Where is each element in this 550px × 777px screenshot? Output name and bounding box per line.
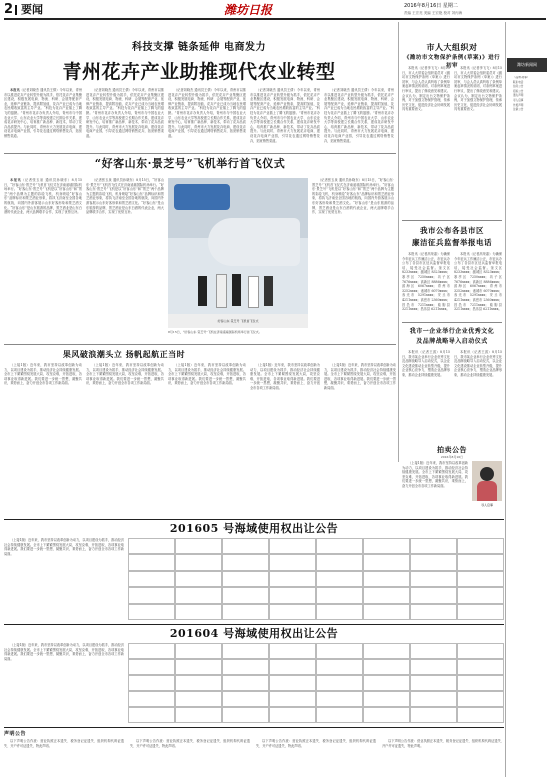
table-cell xyxy=(269,554,316,570)
table-cell xyxy=(363,643,410,659)
page-number: 2 xyxy=(4,2,14,17)
story-b-col-4 xyxy=(250,363,320,515)
table-cell xyxy=(128,587,175,603)
lead-body-2: （记者刘晓杰 通讯员王倩）今年以来，青州市以推进花卉产业转型升级为抓手，依托花卉产业集聚区建设，积极发展电商、物流、科研、会展等配套产业，延伸产业链条，提高附加值，花卉产业已成为当地农民增收致富的主导产业。“科技为花卉产业插上了腾飞的翅膀。”青州市花卉办负责人介绍，青州市与中国农业大学、山东农业大学等高校建立长期合作关系，建成花卉研发中心，培育推广新品种、新技术，带动了花卉品质提升。与此同时，青州市大力发展花卉电商，建设花卉电商产业园，引导花农通过网络销售花卉，拓宽销售渠道。 xyxy=(86,88,164,138)
table-cell xyxy=(128,538,175,554)
table-cell xyxy=(316,604,363,620)
lead-byline: 本报讯 xyxy=(10,88,20,92)
table-cell xyxy=(457,691,504,707)
sidebar-title: 潍坊新闻网 xyxy=(507,58,547,72)
sidebar-line: 拍卖公告 xyxy=(513,85,524,89)
table-cell xyxy=(363,587,410,603)
photo-banner xyxy=(174,184,230,210)
feature-byline: 本报讯 xyxy=(10,178,22,182)
npc-headline: 《潍坊市文物保护条例(草案)》进行初审 xyxy=(403,55,501,69)
npc-text: 本报讯（记者李飞飞）8月15日，市人大常委会组织委员对《潍坊市文物保护条例（草案）》进行初审，与会人员认真听取了条例草案起草情况的说明，对条例草案进行审议，提出了修改意见和建议。会议认为，制定出台文物保护条例，对于加强文物保护管理，传承历史文化，促进经济社会协调发展具有重要意义。 xyxy=(402,66,450,112)
right-column xyxy=(402,22,502,462)
divider xyxy=(4,624,504,625)
lead-headline: 青州花卉产业助推现代农业转型 xyxy=(62,61,336,83)
table-cell xyxy=(363,554,410,570)
photo-label: 好客山东·景芝号 飞机首飞仪式 xyxy=(168,314,308,328)
section-name: 要闻 xyxy=(21,3,43,16)
table-cell xyxy=(410,571,457,587)
sidebar xyxy=(507,22,547,777)
table-cell xyxy=(175,659,222,675)
table-cell xyxy=(363,707,410,723)
table-cell xyxy=(222,643,269,659)
masthead-divider xyxy=(15,5,17,15)
table-cell xyxy=(410,604,457,620)
sidebar-line: 注销公告 xyxy=(513,108,524,112)
table-cell xyxy=(269,538,316,554)
table-cell xyxy=(269,675,316,691)
table-cell xyxy=(410,707,457,723)
table-cell xyxy=(316,707,363,723)
divider xyxy=(4,344,396,345)
enterprise-text: 本报讯（记者王滨）8月15日，我市某企业举行企业优秀文化及品牌战略导入启动仪式，以企业文化建设推动企业转型升级，提升企业核心竞争力，塑造企业品牌形象，推动企业持续健康发展。 xyxy=(402,350,450,377)
sidebar-line: 《品牌·故事》 xyxy=(513,76,530,79)
auction-text: （上接1版）近年来，我市坚持以改革创新为动力，以项目建设为抓手，推动经济社会持续健康发展。全市上下紧紧围绕发展大局，攻坚克难，开拓进取，各项事业取得新进展。我们要进一步统一思想，凝聚共识，乘势而上，奋力开创全市各项工作新局面。 xyxy=(402,461,468,488)
enterprise-headline-2: 及品牌战略导入启动仪式 xyxy=(416,338,488,345)
table-cell xyxy=(410,691,457,707)
feature-col-1 xyxy=(4,178,82,328)
auction-notice xyxy=(402,445,502,517)
npc-kicker: 市人大组织对 xyxy=(426,42,478,52)
table-cell xyxy=(316,675,363,691)
notice-table xyxy=(128,643,504,723)
npc-body-2 xyxy=(454,66,502,206)
npc-text-2: 本报讯（记者李飞飞）8月15日，市人大常委会组织委员对《潍坊市文物保护条例（草案）》进行初审，与会人员认真听取了条例草案起草情况的说明，对条例草案进行审议，提出了修改意见和建议。会议认为，制定出台文物保护条例，对于加强文物保护管理，传承历史文化，促进经济社会协调发展具有重要意义。 xyxy=(454,66,502,112)
table-cell xyxy=(175,691,222,707)
table-cell xyxy=(175,604,222,620)
table-cell xyxy=(222,675,269,691)
recruit-text: 本报讯（记者高荣嘉）为确保今年征兵工作廉洁公正，市征兵办公布了各县市区征兵监督举报电话，接受社会监督。奎文区 8233xxxx；潍城区 8323xxxx；寒亭区 7250xxxx；坊子区 7676xxxx；高新区 8886xxxx；滨海区 6067xxxx；青州市 3252xxxx；诸城市 6070xxxx；寿光市 5291xxxx；安丘市 4211xxxx；高密市 2360xxxx；昌邑市 7211xxxx；临朐县 3211xxxx；昌乐县 6211xxxx。 xyxy=(402,252,450,312)
story-b-headline: 果风破浪潮头立 扬帆起航正当时 xyxy=(62,349,186,359)
feature-body-3: （记者张玉泉 通讯员孙晓东）8月15日，“好客山东·景芝号”飞机首飞仪式在济南遥墙国际机场举行。“好客山东·景芝号”飞机是以“好客山东”和“景芝”两个品牌为主题的彩绘飞机，机身喷绘“好客山东”品牌标识和景芝酒业形象，将执飞济南至全国各地的航线，向国内外游客展示山东好客形象和景芝酒文化。“好客山东”是山东旅游的品牌，景芝酒业是山东白酒的代表企业，两大品牌联手合作，实现了优势互补。 xyxy=(312,178,394,215)
table-cell xyxy=(316,571,363,587)
photo-person xyxy=(248,276,259,308)
issue-date: 2016年8月16日 星期二 xyxy=(404,3,458,9)
paper-logo: 潍坊日报 xyxy=(224,3,273,17)
table-cell xyxy=(363,675,410,691)
table-cell xyxy=(128,554,175,570)
table-cell xyxy=(410,538,457,554)
table-cell xyxy=(316,643,363,659)
notice-body: （上接1版）近年来，我市坚持以改革创新为动力，以项目建设为抓手，推动经济社会持续健康发展。全市上下紧紧围绕发展大局，攻坚克难，开拓进取，各项事业取得新进展。我们要进一步统一思想，凝聚共识，乘势而上，奋力开创全市各项工作新局面。 xyxy=(4,643,124,661)
story-b-body-4: （上接1版）近年来，我市坚持以改革创新为动力，以项目建设为抓手，推动经济社会持续健康发展。全市上下紧紧围绕发展大局，攻坚克难，开拓进取，各项事业取得新进展。我们要进一步统一思想，凝聚共识，乘势而上，奋力开创全市各项工作新局面。 xyxy=(250,363,320,390)
table-cell xyxy=(128,604,175,620)
bottom-col-3 xyxy=(256,739,376,774)
divider xyxy=(4,727,504,728)
table-cell xyxy=(363,691,410,707)
notice-title: 201605 号海域使用权出让公告 xyxy=(169,522,339,535)
table-cell xyxy=(222,587,269,603)
table-cell xyxy=(316,538,363,554)
photo-person xyxy=(232,274,241,306)
table-cell xyxy=(128,571,175,587)
recruit-body xyxy=(402,252,450,314)
npc-body xyxy=(402,66,450,206)
table-cell xyxy=(410,659,457,675)
notice-title: 201604 号海域使用权出让公告 xyxy=(169,627,339,640)
feature-col-2 xyxy=(86,178,164,328)
lead-kicker: 科技支撑 链条延伸 电商发力 xyxy=(132,42,266,53)
table-cell xyxy=(410,675,457,691)
story-b-body-2: （上接1版）近年来，我市坚持以改革创新为动力，以项目建设为抓手，推动经济社会持续健康发展。全市上下紧紧围绕发展大局，攻坚克难，开拓进取，各项事业取得新进展。我们要进一步统一思想，凝聚共识，乘势而上，奋力开创全市各项工作新局面。 xyxy=(86,363,164,386)
feature-col-3 xyxy=(312,178,394,328)
notice-table xyxy=(128,538,504,620)
table-cell xyxy=(363,538,410,554)
table-cell xyxy=(363,571,410,587)
masthead-rule xyxy=(4,18,546,20)
table-cell xyxy=(128,659,175,675)
table-cell xyxy=(222,554,269,570)
divider xyxy=(402,322,502,323)
auction-title: 拍卖公告 xyxy=(437,445,467,454)
table-cell xyxy=(269,587,316,603)
bottom-body: 以下声明公告作废：营业执照正本遗失、税务登记证遗失、组织机构代码证遗失、开户许可证遗失，特此声明。 xyxy=(130,739,250,748)
table-cell xyxy=(363,604,410,620)
child-photo xyxy=(472,461,502,501)
bottom-col-4 xyxy=(382,739,504,774)
table-cell xyxy=(128,707,175,723)
sidebar-line: 招标公告 xyxy=(513,89,524,93)
table-cell xyxy=(128,675,175,691)
sidebar-classifieds xyxy=(507,76,547,536)
table-cell xyxy=(269,571,316,587)
notice-text xyxy=(4,538,124,620)
table-cell xyxy=(222,604,269,620)
table-cell xyxy=(457,707,504,723)
enterprise-text-2: 本报讯（记者王滨）8月15日，我市某企业举行企业优秀文化及品牌战略导入启动仪式，以企业文化建设推动企业转型升级，提升企业核心竞争力，塑造企业品牌形象，推动企业持续健康发展。 xyxy=(454,350,502,377)
table-cell xyxy=(410,587,457,603)
lead-body-4: （记者刘晓杰 通讯员王倩）今年以来，青州市以推进花卉产业转型升级为抓手，依托花卉产业集聚区建设，积极发展电商、物流、科研、会展等配套产业，延伸产业链条，提高附加值，花卉产业已成为当地农民增收致富的主导产业。“科技为花卉产业插上了腾飞的翅膀。”青州市花卉办负责人介绍，青州市与中国农业大学、山东农业大学等高校建立长期合作关系，建成花卉研发中心，培育推广新品种、新技术，带动了花卉品质提升。与此同时，青州市大力发展花卉电商，建设花卉电商产业园，引导花农通过网络销售花卉，拓宽销售渠道。 xyxy=(250,88,320,143)
sidebar-line: 遗失声明 xyxy=(513,94,524,98)
table-cell xyxy=(269,643,316,659)
photo-person xyxy=(264,276,273,306)
table-cell xyxy=(457,675,504,691)
lead-body: （记者刘晓杰 通讯员王倩）今年以来，青州市以推进花卉产业转型升级为抓手，依托花卉产业集聚区建设，积极发展电商、物流、科研、会展等配套产业，延伸产业链条，提高附加值，花卉产业已成为当地农民增收致富的主导产业。“科技为花卉产业插上了腾飞的翅膀。”青州市花卉办负责人介绍，青州市与中国农业大学、山东农业大学等高校建立长期合作关系，建成花卉研发中心，培育推广新品种、新技术，带动了花卉品质提升。与此同时，青州市大力发展花卉电商，建设花卉电商产业园，引导花农通过网络销售花卉，拓宽销售渠道。 xyxy=(4,88,82,138)
story-b-body-3: （上接1版）近年来，我市坚持以改革创新为动力，以项目建设为抓手，推动经济社会持续健康发展。全市上下紧紧围绕发展大局，攻坚克难，开拓进取，各项事业取得新进展。我们要进一步统一思想，凝聚共识，乘势而上，奋力开创全市各项工作新局面。 xyxy=(168,363,246,386)
lead-body-3: （记者刘晓杰 通讯员王倩）今年以来，青州市以推进花卉产业转型升级为抓手，依托花卉产业集聚区建设，积极发展电商、物流、科研、会展等配套产业，延伸产业链条，提高附加值，花卉产业已成为当地农民增收致富的主导产业。“科技为花卉产业插上了腾飞的翅膀。”青州市花卉办负责人介绍，青州市与中国农业大学、山东农业大学等高校建立长期合作关系，建成花卉研发中心，培育推广新品种、新技术，带动了花卉品质提升。与此同时，青州市大力发展花卉电商，建设花卉电商产业园，引导花农通过网络销售花卉，拓宽销售渠道。 xyxy=(168,88,246,138)
story-b-col-2 xyxy=(86,363,164,515)
table-cell xyxy=(175,554,222,570)
divider xyxy=(402,220,502,221)
right-column-divider xyxy=(398,22,399,462)
recruit-text-2: 本报讯（记者高荣嘉）为确保今年征兵工作廉洁公正，市征兵办公布了各县市区征兵监督举报电话，接受社会监督。奎文区 8233xxxx；潍城区 8323xxxx；寒亭区 7250xxxx；坊子区 7676xxxx；高新区 8886xxxx；滨海区 6067xxxx；青州市 3252xxxx；诸城市 6070xxxx；寿光市 5291xxxx；安丘市 4211xxxx；高密市 2360xxxx；昌邑市 7211xxxx；临朐县 3211xxxx；昌乐县 6211xxxx。 xyxy=(454,252,502,312)
masthead xyxy=(4,3,546,17)
table-cell xyxy=(316,659,363,675)
table-cell xyxy=(269,691,316,707)
feature-body-2: （记者张玉泉 通讯员孙晓东）8月15日，“好客山东·景芝号”飞机首飞仪式在济南遥墙国际机场举行。“好客山东·景芝号”飞机是以“好客山东”和“景芝”两个品牌为主题的彩绘飞机，机身喷绘“好客山东”品牌标识和景芝酒业形象，将执飞济南至全国各地的航线，向国内外游客展示山东好客形象和景芝酒文化。“好客山东”是山东旅游的品牌，景芝酒业是山东白酒的代表企业，两大品牌联手合作，实现了优势互补。 xyxy=(86,178,164,215)
feature-photo xyxy=(168,178,308,328)
table-cell xyxy=(175,675,222,691)
table-cell xyxy=(410,554,457,570)
story-b-body-5: （上接1版）近年来，我市坚持以改革创新为动力，以项目建设为抓手，推动经济社会持续健康发展。全市上下紧紧围绕发展大局，攻坚克难，开拓进取，各项事业取得新进展。我们要进一步统一思想，凝聚共识，乘势而上，奋力开创全市各项工作新局面。 xyxy=(324,363,396,390)
table-cell xyxy=(175,538,222,554)
divider xyxy=(4,519,504,520)
enterprise-body-2 xyxy=(454,350,502,460)
table-cell xyxy=(316,554,363,570)
table-cell xyxy=(222,538,269,554)
editors-credit: 责编 王宏亮 美编 王宏艳 校对 刘丙海 xyxy=(404,11,463,15)
photo-person xyxy=(216,274,227,308)
story-b-col-5 xyxy=(324,363,396,515)
sidebar-line: 作废声明 xyxy=(513,103,524,107)
photo-caption: 8月15日，“好客山东·景芝号”飞机在济南遥墙国际机场举行首飞仪式。 xyxy=(168,330,262,334)
table-cell xyxy=(316,691,363,707)
table-cell xyxy=(175,587,222,603)
table-cell xyxy=(269,659,316,675)
table-cell xyxy=(128,691,175,707)
enterprise-body xyxy=(402,350,450,460)
divider xyxy=(4,153,396,154)
enterprise-headline-1: 我市一企业举行企业优秀文化 xyxy=(409,328,495,335)
feature-body: （记者张玉泉 通讯员孙晓东）8月15日，“好客山东·景芝号”飞机首飞仪式在济南遥墙国际机场举行。“好客山东·景芝号”飞机是以“好客山东”和“景芝”两个品牌为主题的彩绘飞机，机身喷绘“好客山东”品牌标识和景芝酒业形象，将执飞济南至全国各地的航线，向国内外游客展示山东好客形象和景芝酒文化。“好客山东”是山东旅游的品牌，景芝酒业是山东白酒的代表企业，两大品牌联手合作，实现了优势互补。 xyxy=(4,178,82,215)
bottom-body: 以下声明公告作废：营业执照正本遗失、税务登记证遗失、组织机构代码证遗失、开户许可证遗失，特此声明。 xyxy=(256,739,376,748)
bottom-notices xyxy=(4,730,504,774)
table-cell xyxy=(269,707,316,723)
table-cell xyxy=(175,643,222,659)
photo-body xyxy=(477,481,497,501)
auction-date: 2016年8月16日 xyxy=(440,455,464,459)
table-cell xyxy=(222,691,269,707)
bottom-col-1 xyxy=(4,739,124,774)
recruit-headline-2: 廉洁征兵监督举报电话 xyxy=(412,238,492,247)
table-cell xyxy=(316,587,363,603)
photo-caption: 寻人启事 xyxy=(480,503,493,507)
story-b-body: （上接1版）近年来，我市坚持以改革创新为动力，以项目建设为抓手，推动经济社会持续健康发展。全市上下紧紧围绕发展大局，攻坚克难，开拓进取，各项事业取得新进展。我们要进一步统一思想，凝聚共识，乘势而上，奋力开创全市各项工作新局面。 xyxy=(4,363,82,386)
table-cell xyxy=(457,604,504,620)
bottom-body: 以下声明公告作废：营业执照正本遗失、税务登记证遗失、组织机构代码证遗失、开户许可证遗失，特此声明。 xyxy=(382,739,504,748)
bottom-col-2 xyxy=(130,739,250,774)
table-cell xyxy=(457,538,504,554)
story-b-col-3 xyxy=(168,363,246,515)
table-cell xyxy=(457,554,504,570)
table-cell xyxy=(222,707,269,723)
sea-area-notice-1 xyxy=(4,522,504,622)
story-b-col-1 xyxy=(4,363,82,515)
table-cell xyxy=(175,707,222,723)
bottom-title: 声明公告 xyxy=(4,731,27,737)
bottom-body: 以下声明公告作废：营业执照正本遗失、税务登记证遗失、组织机构代码证遗失、开户许可证遗失，特此声明。 xyxy=(4,739,124,748)
table-cell xyxy=(175,571,222,587)
feature-headline: “好客山东·景芝号”飞机举行首飞仪式 xyxy=(94,157,286,170)
sidebar-divider xyxy=(505,22,506,777)
table-cell xyxy=(222,571,269,587)
auction-body xyxy=(402,461,468,517)
lead-story xyxy=(4,22,394,152)
table-cell xyxy=(222,659,269,675)
recruit-headline-1: 我市公布各县市区 xyxy=(420,226,484,235)
table-cell xyxy=(128,643,175,659)
photo-person xyxy=(198,276,207,306)
table-cell xyxy=(457,587,504,603)
table-cell xyxy=(457,643,504,659)
lead-body-5: （记者刘晓杰 通讯员王倩）今年以来，青州市以推进花卉产业转型升级为抓手，依托花卉产业集聚区建设，积极发展电商、物流、科研、会展等配套产业，延伸产业链条，提高附加值，花卉产业已成为当地农民增收致富的主导产业。“科技为花卉产业插上了腾飞的翅膀。”青州市花卉办负责人介绍，青州市与中国农业大学、山东农业大学等高校建立长期合作关系，建成花卉研发中心，培育推广新品种、新技术，带动了花卉品质提升。与此同时，青州市大力发展花卉电商，建设花卉电商产业园，引导花农通过网络销售花卉，拓宽销售渠道。 xyxy=(324,88,394,143)
table-cell xyxy=(410,643,457,659)
notice-body: （上接1版）近年来，我市坚持以改革创新为动力，以项目建设为抓手，推动经济社会持续健康发展。全市上下紧紧围绕发展大局，攻坚克难，开拓进取，各项事业取得新进展。我们要进一步统一思想，凝聚共识，乘势而上，奋力开创全市各项工作新局面。 xyxy=(4,538,124,556)
table-cell xyxy=(363,659,410,675)
sidebar-line: 寻人启事 xyxy=(513,98,524,102)
photo-head xyxy=(480,467,494,481)
notice-text xyxy=(4,643,124,723)
sidebar-line: 联系电话 xyxy=(513,80,524,84)
table-cell xyxy=(269,604,316,620)
recruit-body-2 xyxy=(454,252,502,314)
photo-airplane xyxy=(208,218,300,266)
table-cell xyxy=(457,659,504,675)
table-cell xyxy=(457,571,504,587)
sea-area-notice-2 xyxy=(4,627,504,725)
